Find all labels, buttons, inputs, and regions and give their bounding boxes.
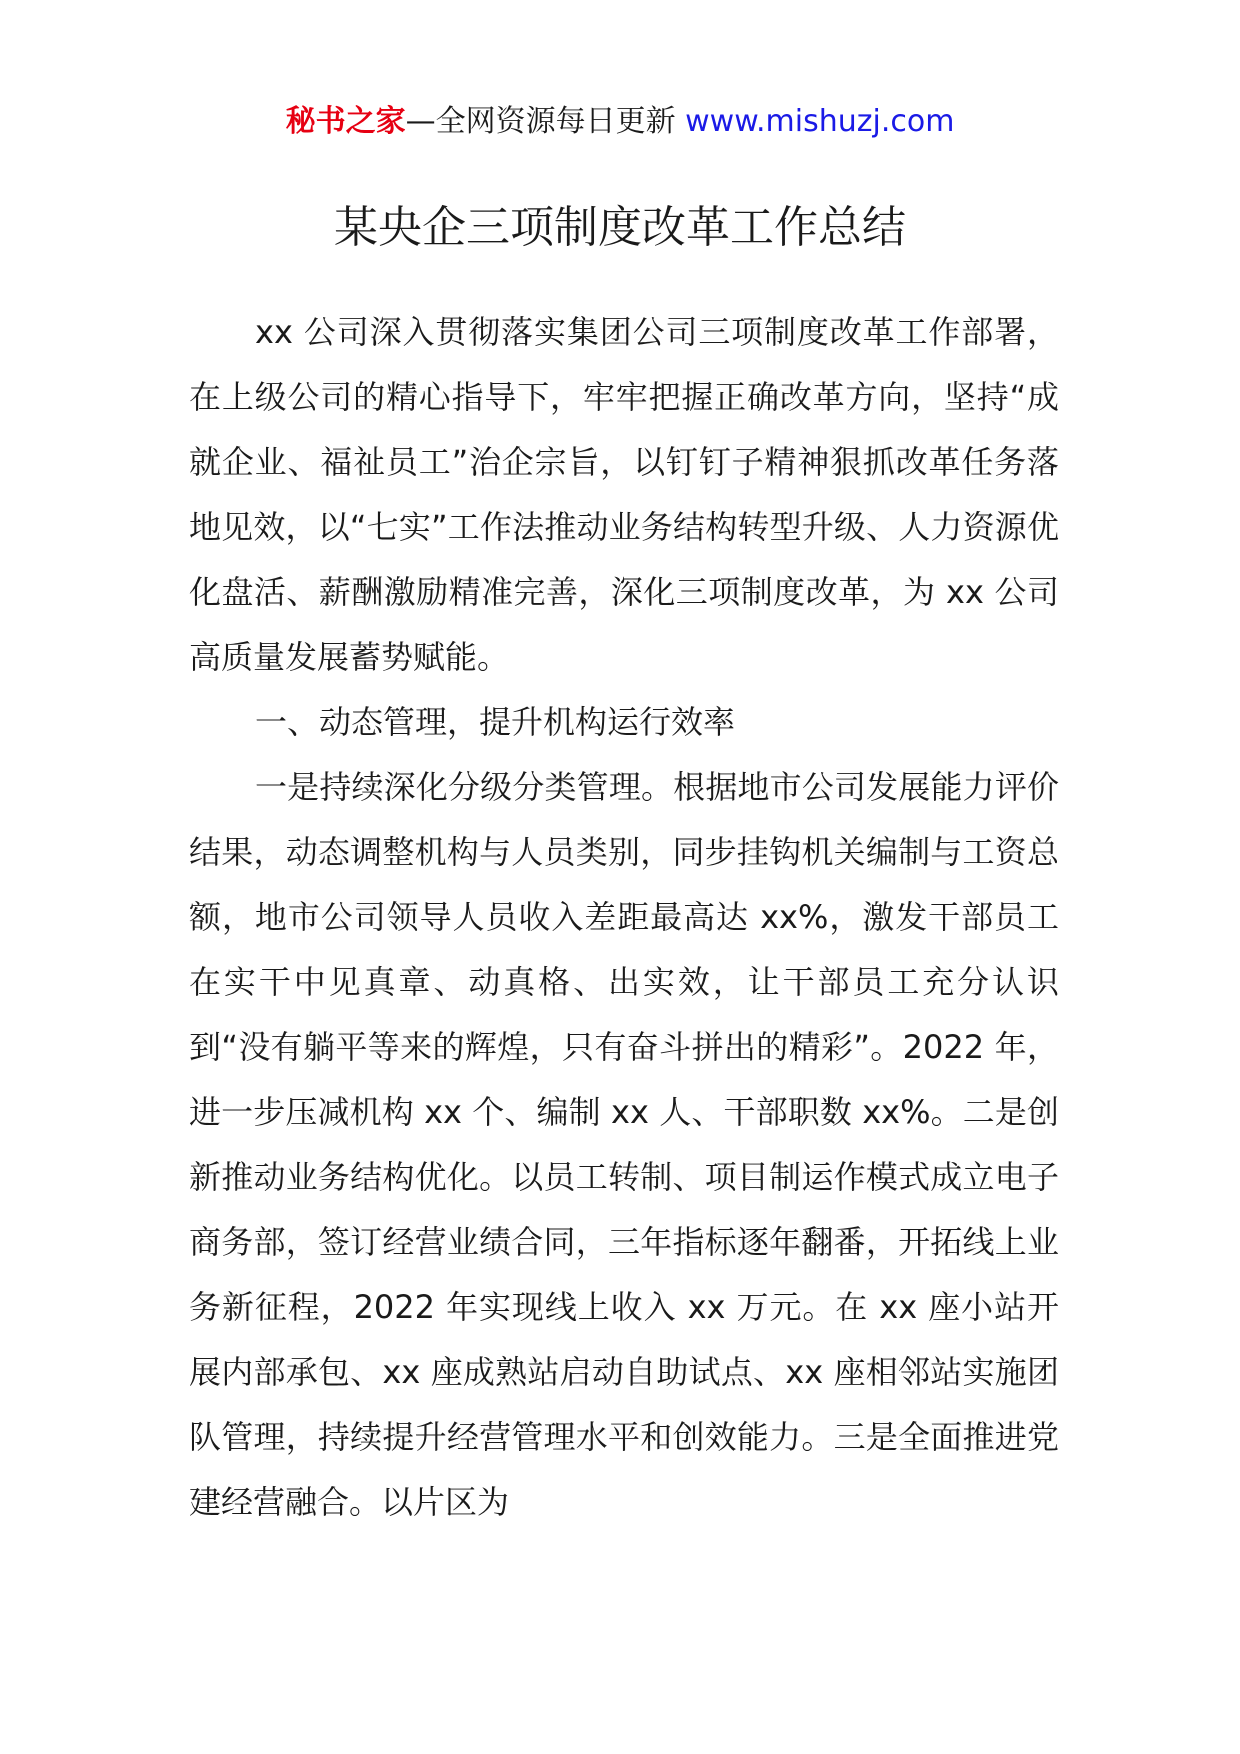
- site-banner: [0, 100, 1240, 144]
- section-heading: 一、动态管理，提升机构运行效率: [255, 703, 736, 741]
- brand-name: 秘书之家: [285, 104, 406, 139]
- banner-tagline: —全网资源每日更新: [405, 104, 686, 139]
- intro-paragraph: xx 公司深入贯彻落实集团公司三项制度改革工作部署，在上级公司的精心指导下，牢牢把握正确改革方向，坚持“成就企业、福祉员工”治企宗旨，以钉钉子精神狠抓改革任务落地见效，以“七实”工作法推动业务结构转型升级、人力资源优化盘活、薪酬激励精准完善，深化三项制度改革，为 xx 公司高质量发展蓄势赋能。: [189, 313, 1059, 676]
- site-url-link[interactable]: www.mishuzj.com: [685, 104, 955, 139]
- document-title: 某央企三项制度改革工作总结: [334, 202, 906, 253]
- section-paragraph: 一是持续深化分级分类管理。根据地市公司发展能力评价结果，动态调整机构与人员类别，同步挂钩机关编制与工资总额，地市公司领导人员收入差距最高达 xx%，激发干部员工在实干中见真章、动真格、出实效，让干部员工充分认识到“没有躺平等来的辉煌，只有奋斗拼出的精彩”。2022 年，进一步压减机构 xx 个、编制 xx 人、干部职数 xx%。二是创新推动业务结构优化。以员工转制、项目制运作模式成立电子商务部，签订经营业绩合同，三年指标逐年翻番，开拓线上业务新征程，2022 年实现线上收入 xx 万元。在 xx 座小站开展内部承包、xx 座成熟站启动自助试点、xx 座相邻站实施团队管理，持续提升经营管理水平和创效能力。三是全面推进党建经营融合。以片区为: [189, 768, 1059, 1521]
- document-body: [189, 300, 1059, 1535]
